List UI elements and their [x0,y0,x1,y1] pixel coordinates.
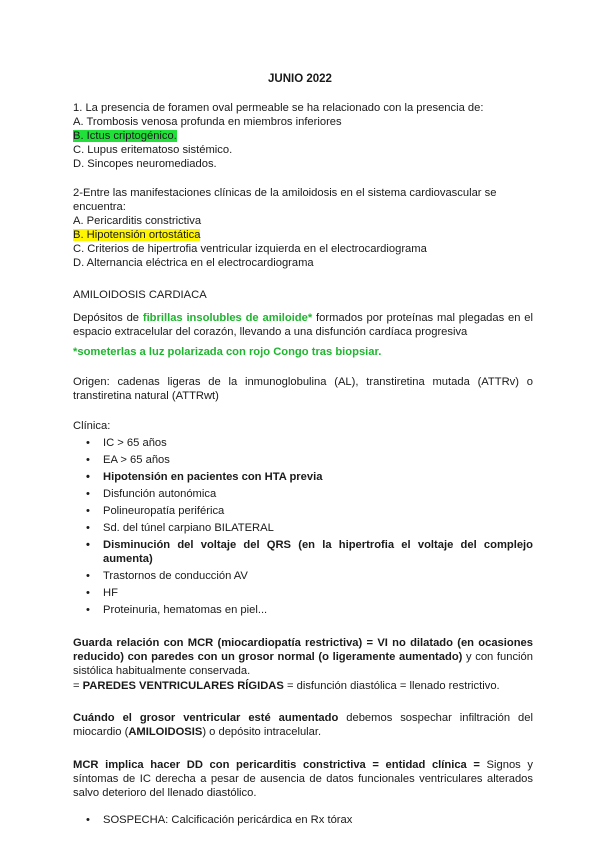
question-1-text: 1. La presencia de foramen oval permeable se ha relacionado con la presencia de: [73,102,484,114]
question-2-text-line1: 2-Entre las manifestaciones clínicas de la amiloidosis en el sistema cardiovascular se [73,187,497,199]
paredes-rest: = disfunción diastólica = llenado restrictivo. [283,680,500,692]
definition-highlight: fibrillas insolubles de amiloide* [142,312,313,324]
question-2 [73,186,533,270]
question-2-option-d: D. Alternancia eléctrica en el electrocardiograma [73,257,314,269]
question-1-option-c: C. Lupus eritematoso sistémico. [73,144,233,156]
section-heading: AMILOIDOSIS CARDIACA [73,289,207,301]
question-1-option-a: A. Trombosis venosa profunda en miembros inferiores [73,116,342,128]
mcr-paragraph [73,636,533,678]
mcr-rest: y con función sistólica habitualmente conservada. [73,651,533,677]
question-1-option-d: D. Sincopes neuromediados. [73,158,217,170]
dd-rest: Signos y síntomas de IC derecha a pesar de ausencia de datos funcionales ventriculares alterados salvo deterioro del llenado diastólico. [73,759,533,799]
definition-note [73,345,533,359]
mcr-bold: Guarda relación con MCR (miocardiopatía restrictiva) = VI no dilatado (en ocasiones reducido) con paredes con un grosor normal (o ligeramente aumentado) [73,637,533,663]
grosor-bold: Cuándo el grosor ventricular esté aumentado [73,712,339,724]
paredes-bold: PAREDES VENTRICULARES RÍGIDAS [82,680,284,692]
grosor-paragraph [73,711,533,739]
question-1 [73,101,533,171]
question-1-option-b: B. Ictus criptogénico. [73,130,177,142]
definition-note-text: *someterlas a luz polarizada con rojo Congo tras biopsiar. [73,346,382,358]
paredes-line [73,679,533,693]
sospecha-list [73,813,533,830]
question-2-text-line2: encuentra: [73,201,126,213]
list-item: • Disminución del voltaje del QRS (en la hipertrofia el voltaje del complejo aumenta) [86,539,533,565]
list-item: • EA > 65 años [86,454,170,466]
clinica-label: Clínica: [73,420,111,432]
grosor-mid: debemos sospechar infiltración del miocardio ( [73,712,533,738]
list-item: • Sd. del túnel carpiano BILATERAL [86,522,274,534]
grosor-bold2: AMILOIDOSIS [128,726,203,738]
definition-paragraph [73,311,533,339]
definition-rest: formados por proteínas mal plegadas en el espacio extracelular del corazón, llevando a una disfunción cardíaca progresiva [73,312,534,338]
origen-paragraph: Origen: cadenas ligeras de la inmunoglobulina (AL), transtiretina mutada (ATTRv) o transtiretina natural (ATTRwt) [73,376,533,402]
grosor-end: ) o depósito intracelular. [202,726,322,738]
definition-prefix: Depósitos de [73,312,143,324]
list-item: • Disfunción autonómica [86,488,217,500]
clinica-list [73,436,533,620]
paredes-prefix: = [73,680,83,692]
list-item: • Proteinuria, hematomas en piel... [86,604,268,616]
list-item: • IC > 65 años [86,437,167,449]
list-item: • Trastornos de conducción AV [86,570,248,582]
list-item: • Polineuropatía periférica [86,505,225,517]
list-item: • SOSPECHA: Calcificación pericárdica en Rx tórax [86,814,353,826]
list-item: • HF [86,587,118,599]
question-2-option-a: A. Pericarditis constrictiva [73,215,202,227]
list-item: • Hipotensión en pacientes con HTA previa [86,471,323,483]
dd-paragraph [73,758,533,800]
question-2-option-b: B. Hipotensión ortostática [73,229,201,241]
page-title: JUNIO 2022 [268,73,332,85]
question-2-option-c: C. Criterios de hipertrofia ventricular izquierda en el electrocardiograma [73,243,427,255]
dd-bold: MCR implica hacer DD con pericarditis constrictiva = entidad clínica = [73,759,480,771]
